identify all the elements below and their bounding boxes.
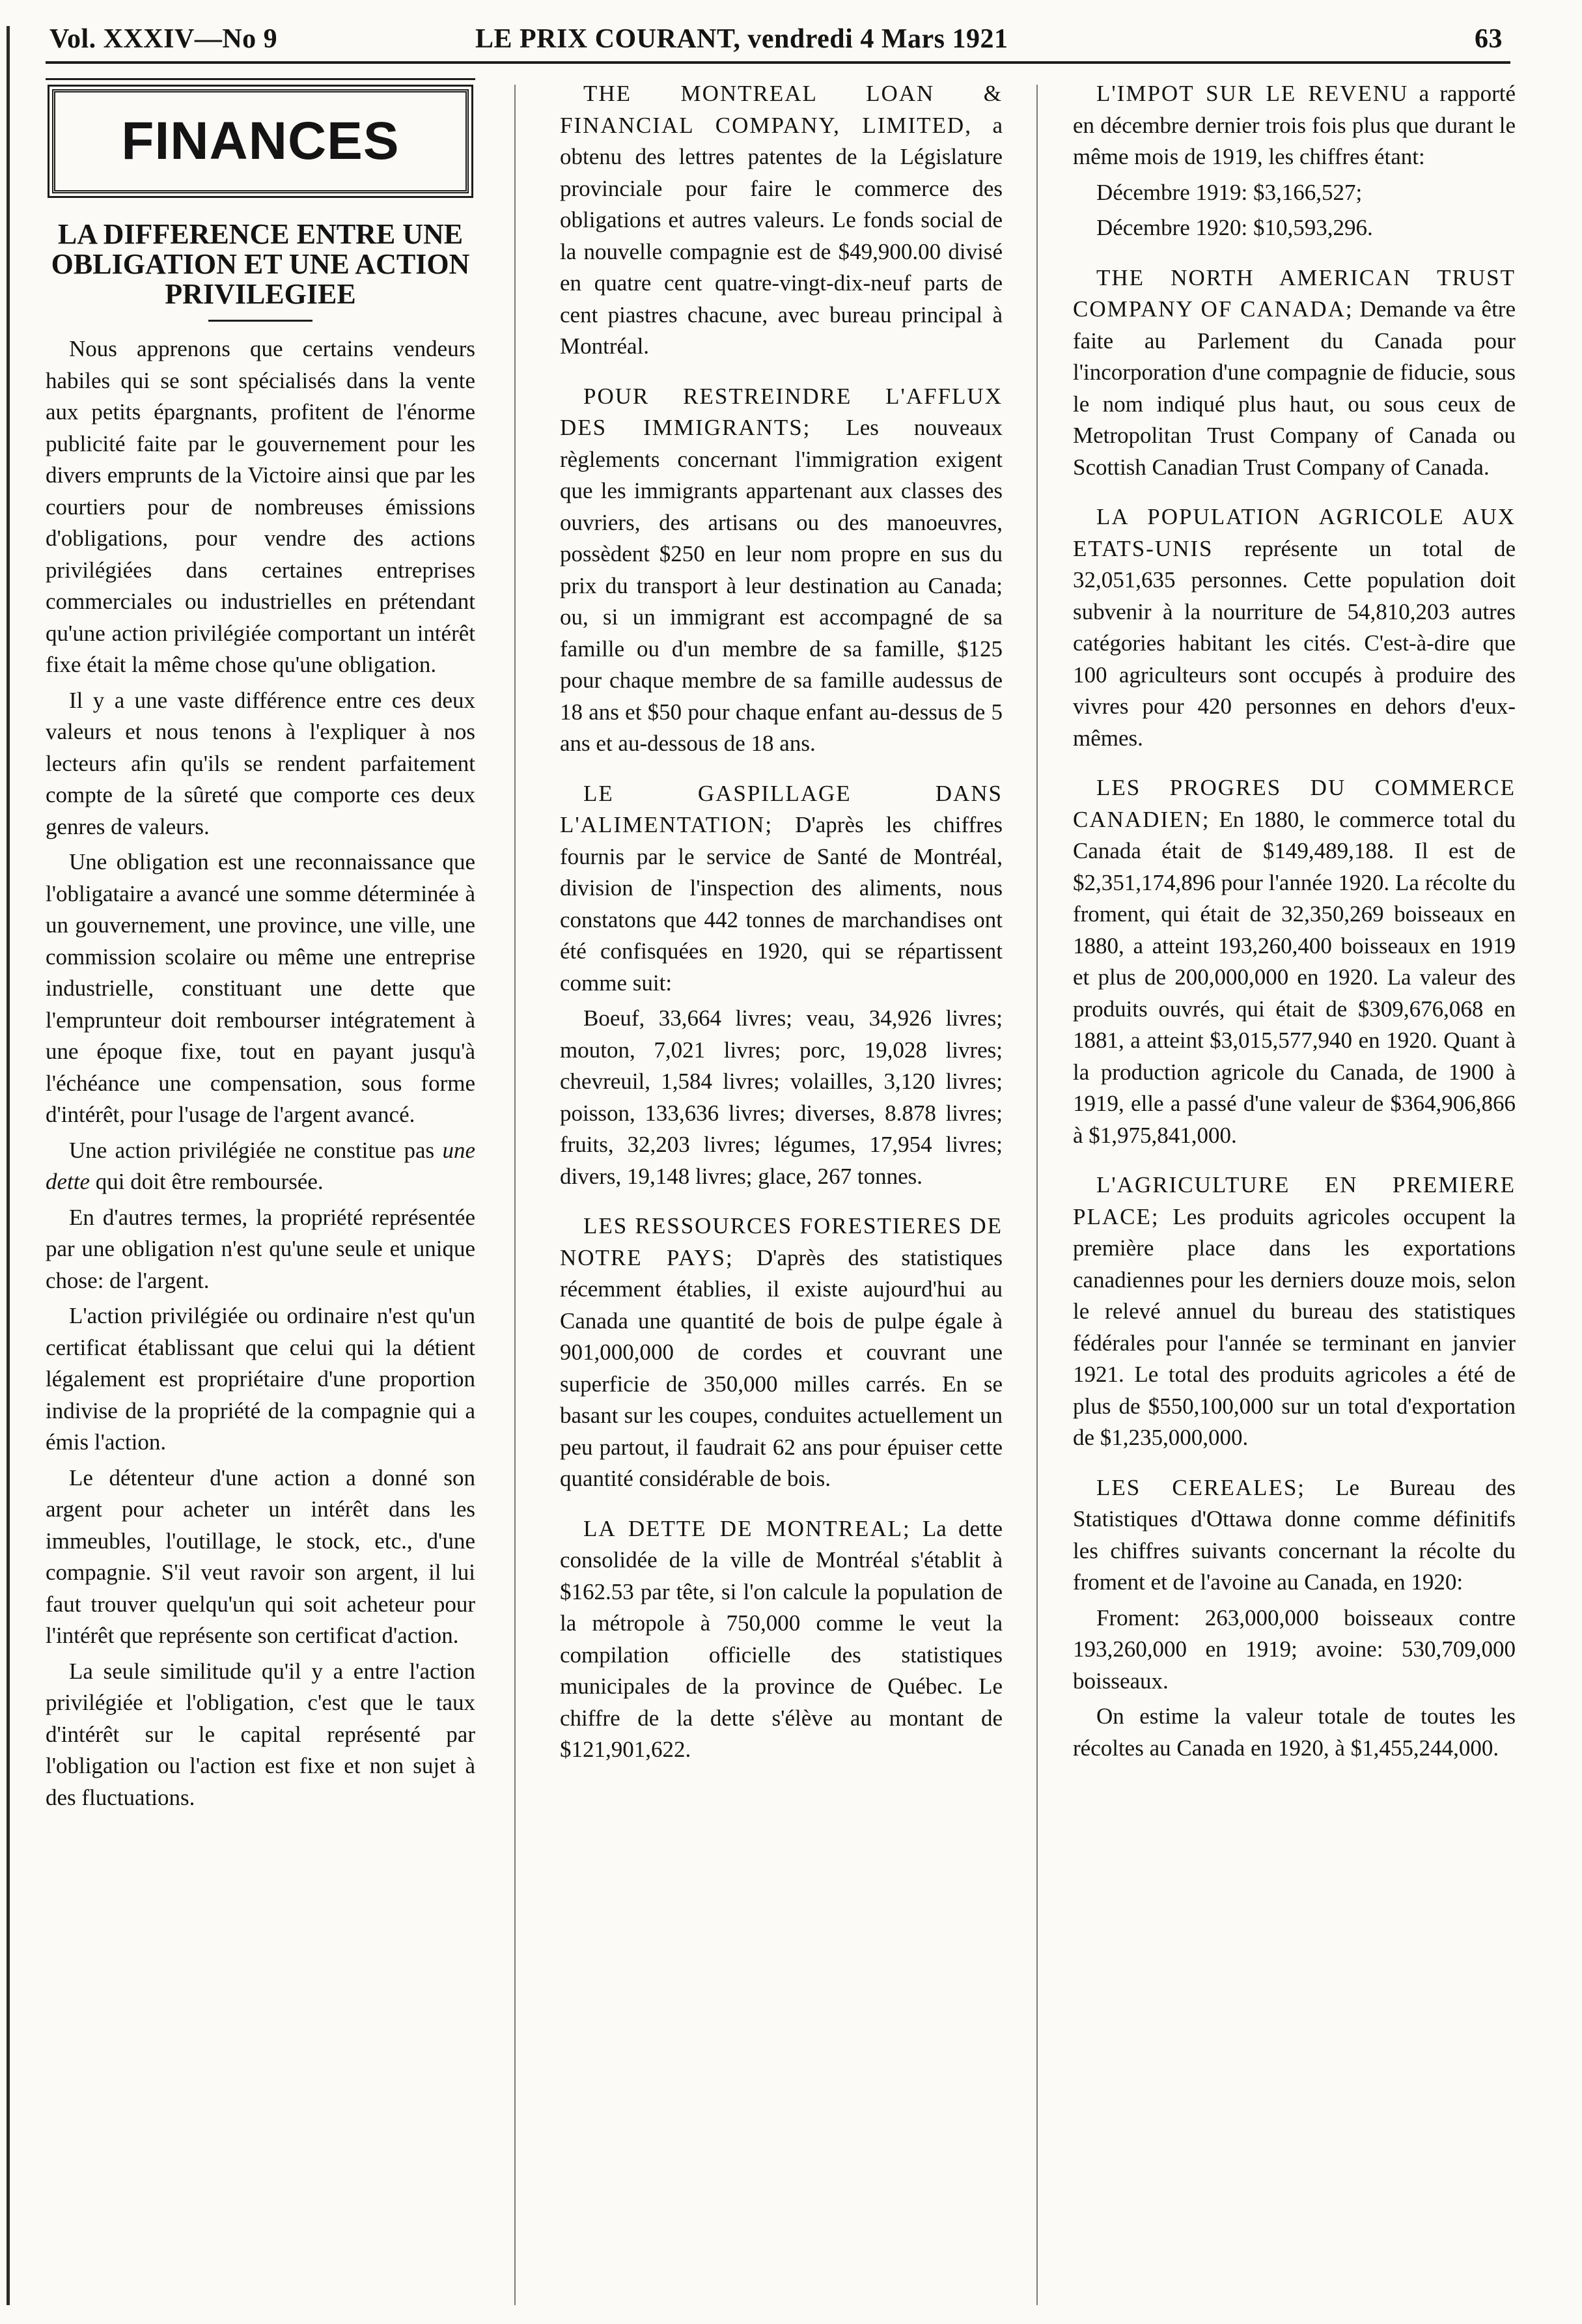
news-paragraph <box>560 1211 1003 1495</box>
headline-rule <box>208 320 312 322</box>
news-item-lead: LA DETTE DE MONTREAL; <box>583 1515 911 1541</box>
news-item-text: En 1880, le commerce total du Canada était de $149,489,188. Il est de $2,351,174,896 pour l'année 1920. La récolte du froment, qui était de 32,350,269 boisseaux en 1880, a atteint 193,260,400 boisseaux en 1919 et plus de 200,000,000 en 1920. La valeur des produits ouvrés, qui était de $309,676,068 en 1881, a atteint $3,015,577,940 en 1920. Quant à la production agricole du Canada, de 1900 à 1919, elle a passé d'une valeur de $364,906,866 à $1,975,841,000. <box>1073 806 1516 1148</box>
news-item-text: Le Bureau des Statistiques d'Ottawa donne comme définitifs les chiffres suivants concernant la récolte du froment et de l'avoine au Canada, en 1920: <box>1073 1474 1516 1595</box>
news-item-lead: THE NORTH AMERICAN TRUST COMPANY OF CANADA; <box>1073 264 1516 322</box>
column-2 <box>560 78 1003 2305</box>
article-paragraph: Une obligation est une reconnaissance que l'obligataire a avancé une somme déterminée à un gouvernement, une province, une ville, une commission scolaire ou même une entreprise industrielle, constituant une dette que l'emprunteur doit rembourser intégratement à une époque fixe, tout en payant jusqu'à l'échéance une compensation, sous forme d'intérêt, pour l'usage de l'argent avancé. <box>46 849 475 1127</box>
news-item-text: La dette consolidée de la ville de Montréal s'établit à $162.53 par tête, si l'on calcule la population de la métropole à 750,000 comme le veut la compilation officielle des statistiques municipales de la province de Québec. Le chiffre de la dette s'élève au montant de $121,901,622. <box>560 1515 1003 1762</box>
paragraph-text: Une action privilégiée ne constitue pas <box>69 1137 443 1163</box>
news-paragraph <box>560 1513 1003 1766</box>
harvest-estimate: On estime la valeur totale de toutes les récoltes au Canada en 1920, à $1,455,244,000. <box>1073 1703 1516 1761</box>
column-1 <box>46 78 475 2305</box>
article-paragraph: En d'autres termes, la propriété représentée par une obligation n'est qu'une seule et unique chose: de l'argent. <box>46 1204 475 1293</box>
figure-line: Décembre 1920: $10,593,296. <box>1096 215 1373 240</box>
news-item-text: Les nouveaux règlements concernant l'immigration exigent que les immigrants appartenant aux classes des ouvriers, des artisans ou des manoeuvres, possèdent $250 en leur nom propre en sus du prix du transport à leur destination au Canada; ou, si un immigrant est accompagné de sa famille ou d'un membre de sa famille, $125 pour chaque membre de sa famille audessus de 18 ans et $50 pour chaque enfant au-dessus de 5 ans et au-dessous de 18 ans. <box>560 415 1003 756</box>
news-item-impot <box>1073 78 1516 244</box>
page-number: 63 <box>1475 24 1503 54</box>
volume-number: Vol. XXXIV—No 9 <box>49 24 278 54</box>
section-banner <box>52 89 469 193</box>
news-item-progres <box>1073 772 1516 1151</box>
figure-line: Décembre 1919: $3,166,527; <box>1096 179 1363 205</box>
news-item-immigrants <box>560 381 1003 760</box>
news-paragraph <box>560 778 1003 1000</box>
news-item-text: a obtenu des lettres patentes de la Législature provinciale pour faire le commerce des obligations et autres valeurs. Le fonds social de la nouvelle compagnie est de $49,900.00 divisé en quatre cent quatre-vingt-dix-neuf parts de cent piastres chacune, avec bureau principal à Montréal. <box>560 112 1003 359</box>
news-paragraph <box>1073 78 1516 173</box>
news-item-text: D'après des statistiques récemment établies, il existe aujourd'hui au Canada une quantité de bois de pulpe égale à 901,000,000 de cordes et couvrant une superficie de 350,000 milles carrés. En se basant sur les coupes, conduites actuellement un peu partout, il faudrait 62 ans pour épuiser cette quantité considérable de bois. <box>560 1244 1003 1491</box>
news-item-population <box>1073 501 1516 754</box>
article-paragraph: Nous apprenons que certains vendeurs habiles qui se sont spécialisés dans la vente aux petits épargnants, profitent de l'énorme publicité faite par le gouvernement pour les divers emprunts de la Victoire ainsi que par les courtiers pour de nombreuses émissions d'obligations, pour vendre des actions privilégiées dans certaines entreprises commerciales ou industrielles en prétendant qu'une action privilégiée comportant un intérêt fixe était la même chose qu'une obligation. <box>46 336 475 677</box>
news-item-text: Les produits agricoles occupent la première place dans les exportations canadiennes pour les derniers douze mois, selon le relevé annuel du bureau des statistiques fédérales pour l'année se terminant en janvier 1921. Le total des produits agricoles a été de plus de $550,100,000 sur un total d'exportation de $1,235,000,000. <box>1073 1203 1516 1450</box>
left-margin-rule <box>7 26 10 2305</box>
news-item-montreal-loan <box>560 78 1003 363</box>
news-item-text: représente un total de 32,051,635 personnes. Cette population doit subvenir à la nourriture de 54,810,203 autres catégories habitant les cités. C'est-à-dire que 100 agriculteurs sont occupés à produire des vivres pour 420 personnes en dehors d'eux-mêmes. <box>1073 535 1516 751</box>
news-item-lead: POUR RESTREINDRE L'AFFLUX DES IMMIGRANTS; <box>560 383 1003 440</box>
news-item-lead: L'IMPOT SUR LE REVENU <box>1096 81 1409 106</box>
news-item-north-american <box>1073 262 1516 484</box>
column-rule-1 <box>514 85 516 2305</box>
news-item-cereales <box>1073 1472 1516 1765</box>
column-rule-2 <box>1036 85 1038 2305</box>
article-paragraph <box>46 1135 475 1198</box>
news-paragraph <box>1073 1472 1516 1599</box>
news-item-lead: LE GASPILLAGE DANS L'ALIMENTATION; <box>560 780 1003 837</box>
harvest-figures: Froment: 263,000,000 boisseaux contre 193,260,000 en 1919; avoine: 530,709,000 boisseaux. <box>1073 1604 1516 1694</box>
column-3 <box>1073 78 1516 2305</box>
news-item-dette <box>560 1513 1003 1766</box>
news-item-forestieres <box>560 1211 1003 1495</box>
news-item-lead: THE MONTREAL LOAN & FINANCIAL COMPANY, LIMITED, <box>560 81 1003 138</box>
news-item-lead: LES PROGRES DU COMMERCE CANADIEN; <box>1073 775 1516 832</box>
news-item-lead: LA POPULATION AGRICOLE AUX ETATS-UNIS <box>1073 504 1516 561</box>
news-item-lead: LES RESSOURCES FORESTIERES DE NOTRE PAYS; <box>560 1213 1003 1270</box>
news-item-text: Demande va être faite au Parlement du Canada pour l'incorporation d'une compagnie de fiducie, sous le nom indiqué plus haut, ou sous ceux de Metropolitan Trust Company of Canada ou Scottish Canadian Trust Company of Canada. <box>1073 296 1516 480</box>
article-paragraph: Il y a une vaste différence entre ces deux valeurs et nous tenons à l'expliquer à nos lecteurs afin qu'ils se rendent parfaitement compte de la sûreté que comporte ces deux genres de valeurs. <box>46 687 475 839</box>
article-paragraph: La seule similitude qu'il y a entre l'action privilégiée et l'obligation, c'est que le taux d'intérêt sur le capital représenté par l'obligation ou l'action est fixe et non sujet à des fluctuations. <box>46 1658 475 1810</box>
news-paragraph <box>1073 772 1516 1151</box>
paragraph-text: qui doit être remboursée. <box>90 1169 324 1194</box>
news-item-text: D'après les chiffres fournis par le service de Santé de Montréal, division de l'inspection des aliments, nous constatons que 442 tonnes de marchandises ont été confisquées en 1920, qui se répartissent comme suit: <box>560 812 1003 996</box>
article-paragraph: L'action privilégiée ou ordinaire n'est qu'un certificat établissant que celui qui la détient légalement est propriétaire d'une proportion indivise de la propriété de la compagnie qui a émis l'action. <box>46 1303 475 1455</box>
emphasis-text: une dette <box>46 1137 475 1194</box>
section-banner-title: FINANCES <box>121 111 400 171</box>
news-item-text: a rapporté en décembre dernier trois fois plus que durant le même mois de 1919, les chiffres étant: <box>1073 81 1516 169</box>
news-paragraph <box>1073 262 1516 484</box>
article-paragraph: Le détenteur d'une action a donné son argent pour acheter un intérêt dans les immeubles, l'outillage, le stock, etc., d'une compagnie. S'il veut ravoir son argent, il lui faut trouver quelqu'un qui soit acheteur pour l'intérêt que représente son certificat d'action. <box>46 1464 475 1648</box>
news-paragraph <box>1073 501 1516 754</box>
news-paragraph <box>560 381 1003 760</box>
news-item-lead: LES CEREALES; <box>1096 1474 1306 1500</box>
news-item-lead: L'AGRICULTURE EN PREMIERE PLACE; <box>1073 1172 1516 1229</box>
news-paragraph <box>1073 1169 1516 1454</box>
page-header <box>46 20 1510 65</box>
masthead: LE PRIX COURANT, vendredi 4 Mars 1921 <box>475 24 1008 54</box>
news-paragraph <box>560 78 1003 363</box>
news-item-agriculture <box>1073 1169 1516 1454</box>
news-item-gaspillage <box>560 778 1003 1193</box>
confiscation-list: Boeuf, 33,664 livres; veau, 34,926 livres; mouton, 7,021 livres; porc, 19,028 livres; chevreuil, 1,584 livres; volailles, 3,120 livres; poisson, 133,636 livres; diverses, 8.878 livres; fruits, 32,203 livres; légumes, 17,954 livres; divers, 19,148 livres; glace, 267 tonnes. <box>560 1005 1003 1189</box>
banner-top-rule <box>46 78 475 80</box>
article-headline: LA DIFFERENCE ENTRE UNE OBLIGATION ET UNE ACTION PRIVILEGIEE <box>51 218 470 310</box>
header-rule <box>46 61 1510 64</box>
